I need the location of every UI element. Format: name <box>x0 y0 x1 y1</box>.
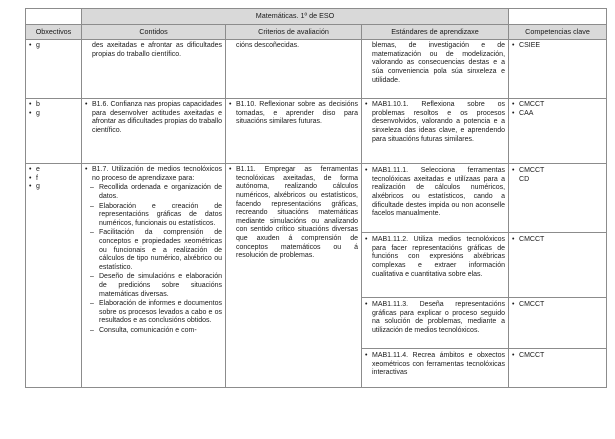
objectives-cell <box>26 40 82 99</box>
content-subitem: – Elaboración de informes e documentos sobre os procesos levados a cabo e os resultados e as conclusións obtidos. <box>85 300 222 326</box>
standards-cell <box>362 164 509 388</box>
competence-item: • CMCCT <box>512 101 603 110</box>
standard-text: • MAB1.11.1. Selecciona ferramentas tecnolóxicas axeitadas e utilízaas para a realización de cálculos numéricos, alxébricos ou estatísticos, cando a dificultade destes impida ou non aconselle facelos manualmente. <box>362 164 508 232</box>
criteria-text: cións descoñecidas. <box>236 42 300 50</box>
competence-group <box>509 164 606 232</box>
content-subitem: – Deseño de simulacións e elaboración de predicións sobre situacións matemáticas diversas. <box>85 273 222 299</box>
content-text: des axeitadas e afrontar as dificultades propias do traballo científico. <box>92 42 222 58</box>
objective-item: • b <box>29 101 78 110</box>
content-subitem: – Facilitación da comprensión de conceptos e propiedades xeométricas ou funcionais e a realización de cálculos de tipo numérico, alxébrico ou estatístico. <box>85 229 222 272</box>
standard-text: blemas, de investigación e de matematización ou de modelización, valorando as consecuencias destas e a súa conveniencia pola súa sinxeleza e utilidade. <box>372 42 506 84</box>
content-cell <box>82 40 226 99</box>
curriculum-table <box>25 8 607 388</box>
table-row <box>26 164 607 388</box>
competences-cell <box>509 99 607 164</box>
criteria-cell <box>226 164 362 388</box>
header-competences: Competencias clave <box>509 24 607 40</box>
competence-item: • CSIEE <box>512 42 603 51</box>
criteria-text: • B1.10. Reflexionar sobre as decisións tomadas, e aprender diso para situacións similares futuras. <box>229 101 358 127</box>
criteria-text: • B1.11. Empregar as ferramentas tecnolóxicas axeitadas, de forma autónoma, realizando cálculos numéricos, alxébricos ou estatísticos, facendo representacións gráficas, recreando situacións matemáticas mediante simulacións ou analizando con sentido crítico situacións diversas que axuden á comprensión de conceptos matemáticos ou á resolución de problemas. <box>229 166 358 261</box>
competence-item: • CMCCT <box>509 348 606 387</box>
competence-item: CD <box>519 175 530 183</box>
competence-item: • CMCCT <box>509 297 606 348</box>
competences-cell <box>509 40 607 99</box>
competences-cell <box>509 164 607 388</box>
content-cell <box>82 164 226 388</box>
standards-cell <box>362 99 509 164</box>
competence-item: • CAA <box>512 110 603 119</box>
criteria-cell <box>226 40 362 99</box>
standard-text: • MAB1.11.4. Recrea ámbitos e obxectos xeométricos con ferramentas tecnolóxicas interactivas <box>362 348 508 387</box>
header-row <box>26 24 607 40</box>
table-row <box>26 99 607 164</box>
competence-item: • CMCCT <box>509 232 606 297</box>
objective-item: • e <box>29 166 78 175</box>
objective-item: • f <box>29 175 78 184</box>
standard-text: • MAB1.10.1. Reflexiona sobre os problemas resoltos e os procesos desenvolvidos, valorando a potencia e a sinxeleza das ideas clave, e aprendendo para situacións futuras similares. <box>365 101 505 144</box>
criteria-cell <box>226 99 362 164</box>
content-subitem: – Consulta, comunicación e com- <box>85 327 222 336</box>
objective-item: • g <box>29 42 78 51</box>
header-contents: Contidos <box>82 24 226 40</box>
objectives-cell <box>26 164 82 388</box>
table-row <box>26 40 607 99</box>
header-objectives: Obxectivos <box>26 24 82 40</box>
content-text: • B1.6. Confianza nas propias capacidades para desenvolver actitudes axeitadas e afrontar as dificultades propias do traballo científico. <box>85 101 222 135</box>
content-intro: • B1.7. Utilización de medios tecnolóxicos no proceso de aprendizaxe para: <box>85 166 222 183</box>
table-title: Matemáticas. 1º de ESO <box>82 9 509 25</box>
objective-item: • g <box>29 183 78 192</box>
content-subitem: – Recollida ordenada e organización de datos. <box>85 184 222 201</box>
title-row <box>26 9 607 25</box>
header-standards: Estándares de aprendizaxe <box>362 24 509 40</box>
objectives-cell <box>26 99 82 164</box>
header-criteria: Criterios de avaliación <box>226 24 362 40</box>
standards-cell <box>362 40 509 99</box>
standard-text: • MAB1.11.3. Deseña representacións gráficas para explicar o proceso seguido na solución de problemas, mediante a utilización de medios tecnolóxicos. <box>362 297 508 348</box>
standard-text: • MAB1.11.2. Utiliza medios tecnolóxicos para facer representacións gráficas de funcións con expresións alxébricas complexas e extraer información cualitativa e cuantitativa sobre elas. <box>362 232 508 297</box>
content-subitem: – Elaboración e creación de representacións gráficas de datos numéricos, funcionais ou estatísticos. <box>85 203 222 229</box>
content-cell <box>82 99 226 164</box>
objective-item: • g <box>29 110 78 119</box>
competence-item: • CMCCT <box>519 167 545 175</box>
